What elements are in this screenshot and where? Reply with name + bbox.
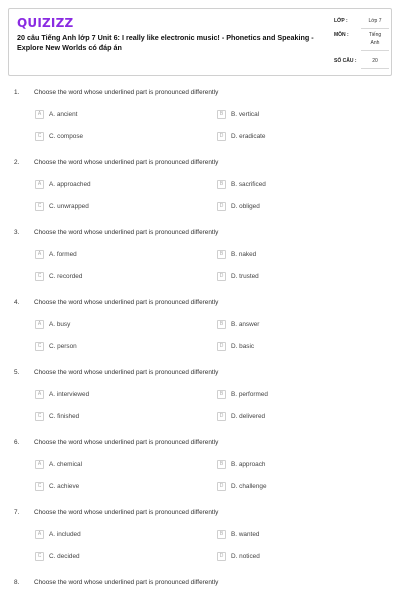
option-b[interactable] [217,389,268,399]
worksheet-title: 20 câu Tiếng Anh lớp 7 Unit 6: I really like electronic music! - Phonetics and Speaking - Explore New Worlds có đáp án [17,33,314,52]
option-a[interactable] [35,389,89,399]
grade-value: Lớp 7 [368,18,382,24]
option-letter-box: C [35,412,44,421]
option-text: C. unwrapped [49,202,89,210]
option-c[interactable] [35,201,89,211]
option-letter-box: D [217,272,226,281]
option-text: D. obliged [231,202,260,210]
option-b[interactable] [217,529,259,539]
question-text: Choose the word whose underlined part is pronounced differently [34,509,219,516]
question-number: 6. [14,439,20,446]
subject-value-line2: Anh [370,40,380,46]
option-text: D. challenge [231,482,267,490]
option-text: B. approach [231,460,266,468]
option-text: B. sacrificed [231,180,266,188]
grade-underline [361,28,389,29]
option-b[interactable] [217,179,266,189]
subject-label: MÔN : [334,32,349,38]
option-text: A. approached [49,180,91,188]
option-letter-box: B [217,250,226,259]
option-text: C. compose [49,132,84,140]
option-letter-box: A [35,320,44,329]
option-c[interactable] [35,481,79,491]
option-letter-box: B [217,530,226,539]
option-letter-box: B [217,110,226,119]
option-letter-box: D [217,482,226,491]
option-a[interactable] [35,459,82,469]
option-d[interactable] [217,551,260,561]
option-text: B. naked [231,250,257,258]
option-letter-box: A [35,390,44,399]
option-letter-box: B [217,460,226,469]
option-letter-box: C [35,202,44,211]
option-letter-box: D [217,412,226,421]
option-d[interactable] [217,131,265,141]
option-text: D. basic [231,342,255,350]
question-text: Choose the word whose underlined part is pronounced differently [34,579,219,586]
question-text: Choose the word whose underlined part is pronounced differently [34,299,219,306]
option-letter-box: D [217,132,226,141]
question-number: 7. [14,509,20,516]
option-text: C. decided [49,552,80,560]
option-a[interactable] [35,249,77,259]
option-letter-box: D [217,552,226,561]
option-c[interactable] [35,131,83,141]
option-text: D. delivered [231,412,266,420]
question-text: Choose the word whose underlined part is pronounced differently [34,229,219,236]
option-letter-box: C [35,132,44,141]
option-letter-box: C [35,482,44,491]
quizizz-logo: QUIZIZZ [17,16,74,30]
option-d[interactable] [217,481,267,491]
option-text: B. wanted [231,530,260,538]
option-text: A. formed [49,250,77,258]
option-text: A. included [49,530,81,538]
option-a[interactable] [35,319,70,329]
option-b[interactable] [217,109,259,119]
option-letter-box: B [217,320,226,329]
option-letter-box: C [35,552,44,561]
option-d[interactable] [217,271,259,281]
option-text: D. noticed [231,552,260,560]
option-a[interactable] [35,109,77,119]
question-number: 5. [14,369,20,376]
grade-label: LỚP : [334,18,348,24]
option-text: A. interviewed [49,390,90,398]
option-d[interactable] [217,341,254,351]
option-text: A. chemical [49,460,83,468]
option-letter-box: A [35,530,44,539]
count-underline [361,68,389,69]
option-text: C. finished [49,412,80,420]
question-number: 2. [14,159,20,166]
option-d[interactable] [217,201,260,211]
worksheet-header [8,8,392,76]
question-number: 3. [14,229,20,236]
option-text: C. achieve [49,482,80,490]
option-text: D. eradicate [231,132,266,140]
option-d[interactable] [217,411,265,421]
option-c[interactable] [35,411,79,421]
option-c[interactable] [35,271,82,281]
question-text: Choose the word whose underlined part is pronounced differently [34,89,219,96]
option-letter-box: A [35,110,44,119]
option-text: A. ancient [49,110,78,118]
question-text: Choose the word whose underlined part is pronounced differently [34,439,219,446]
option-c[interactable] [35,341,77,351]
option-c[interactable] [35,551,80,561]
option-letter-box: B [217,390,226,399]
subject-underline [361,50,389,51]
question-number: 1. [14,89,20,96]
option-text: B. answer [231,320,260,328]
option-text: A. busy [49,320,71,328]
option-letter-box: A [35,180,44,189]
option-b[interactable] [217,319,259,329]
count-label: SỐ CÂU : [334,58,357,64]
question-text: Choose the word whose underlined part is pronounced differently [34,159,219,166]
option-letter-box: B [217,180,226,189]
option-letter-box: D [217,342,226,351]
option-text: C. recorded [49,272,83,280]
option-text: D. trusted [231,272,259,280]
option-b[interactable] [217,249,256,259]
option-letter-box: C [35,272,44,281]
option-a[interactable] [35,179,91,189]
option-letter-box: A [35,250,44,259]
option-text: B. performed [231,390,268,398]
option-a[interactable] [35,529,81,539]
subject-value-line1: Tiếng [368,32,382,38]
option-letter-box: D [217,202,226,211]
question-number: 8. [14,579,20,586]
question-number: 4. [14,299,20,306]
option-text: B. vertical [231,110,260,118]
option-letter-box: C [35,342,44,351]
question-text: Choose the word whose underlined part is pronounced differently [34,369,219,376]
option-b[interactable] [217,459,265,469]
option-text: C. person [49,342,77,350]
option-letter-box: A [35,460,44,469]
count-value: 20 [372,58,378,64]
